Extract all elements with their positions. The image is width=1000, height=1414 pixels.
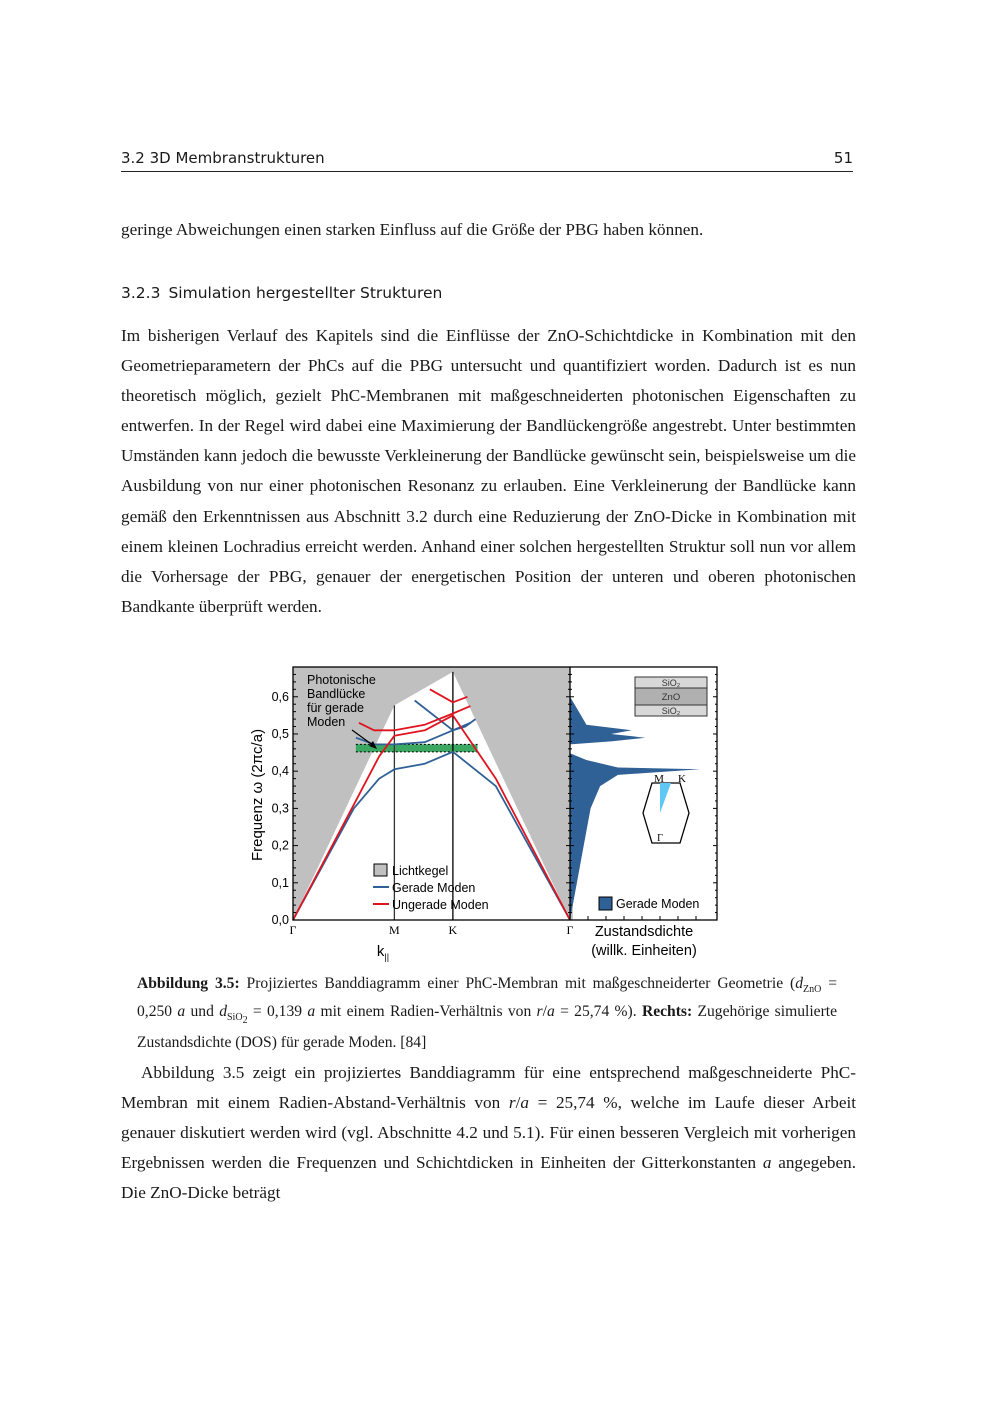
x-tick-label: Γ (289, 923, 297, 937)
y-tick-label: 0,2 (271, 838, 289, 853)
x-tick-label: K (448, 923, 458, 937)
section-title: Simulation hergestellter Strukturen (168, 284, 443, 302)
x-tick-label: M (389, 923, 400, 937)
paragraph-bottom-ratio: = 25,74 % (528, 1093, 618, 1113)
section-number: 3.2.3 (121, 284, 161, 302)
y-tick-label: 0,6 (271, 689, 289, 704)
caption-right-label: Rechts: (641, 1003, 693, 1021)
figure-band-diagram (240, 660, 740, 970)
paragraph-bottom-part1: Abbildung 3.5 zeigt ein projiziertes Banddiagramm für eine entsprechend maßgeschneiderte PhC-Membran mit einem Radien-Abstand-Verhältnis von (121, 1063, 856, 1113)
running-header (121, 147, 853, 172)
annotation-line-1: Photonische (307, 673, 376, 687)
caption-label: Abbildung 3.5: (137, 975, 240, 992)
caption-text-1: Projiziertes Banddiagramm einer PhC-Membran mit maßgeschneiderter Geometrie ( (239, 975, 796, 992)
legend-label-odd: Ungerade Moden (392, 898, 489, 912)
bz-label-m: M (654, 773, 664, 785)
x-axis-label: $k_{||}$ (376, 943, 390, 962)
irreducible-zone-wedge (660, 783, 671, 813)
layer-sio2-bottom-label: SiO₂ (661, 706, 681, 716)
annotation-line-2: Bandlücke (307, 687, 366, 701)
section-heading (121, 284, 442, 302)
y-tick-label: 0,0 (271, 913, 289, 927)
layer-sio2-top-label: SiO₂ (661, 678, 681, 688)
caption-text-2: mit einem Radien-Verhältnis von (315, 1003, 537, 1021)
figure-caption: Abbildung 3.5: Projiziertes Banddiagramm einer PhC-Membran mit maßgeschneiderter Geometrie ($d_{ZnO} = 0,250$ a und $d_{SiO_2} = 0,139$ a mit einem Radien-Verhältnis von r/a = 25,74 %). Rechts: Zugehörige simulierte Zustandsdichte (DOS) für gerade Moden. [84] (137, 975, 838, 1052)
caption-text-3: Zugehörige simulierte Zustandsdichte (DOS) für gerade Moden. [84] (137, 1003, 838, 1052)
paragraph-bottom: Abbildung 3.5 zeigt ein projiziertes Banddiagramm für eine entsprechend maßgeschneiderte PhC-Membran mit einem Radien-Abstand-Verhältnis von r/a = 25,74 %, welche im Laufe dieser Arbeit genauer diskutiert werden wird (vgl. Abschnitte 4.2 und 5.1). Für einen besseren Vergleich mit vorherigen Ergebnissen werden die Frequenzen und Schichtdicken in Einheiten der Gitterkonstanten a angegeben. Die ZnO-Dicke beträgt (121, 1063, 857, 1203)
legend-label-even: Gerade Moden (392, 881, 476, 895)
page-number: 51 (833, 149, 853, 167)
y-tick-label: 0,1 (271, 875, 289, 890)
y-tick-label: 0,3 (271, 801, 289, 816)
annotation-line-4: Moden (307, 715, 346, 729)
y-tick-label: 0,4 (271, 764, 289, 779)
y-tick-label: 0,5 (271, 726, 289, 741)
paragraph-top: geringe Abweichungen einen starken Einfluss auf die Größe der PBG haben können. (121, 220, 704, 239)
dos-xlabel-line1: Zustandsdichte (594, 924, 694, 940)
caption-ratio: = 25,74 %). (560, 1003, 637, 1021)
legend-swatch-light-cone (374, 864, 387, 876)
paragraph-bottom-part2: , welche im Laufe dieser Arbeit genauer diskutiert werden wird (vgl. Abschnitte 4.2 und 5.1). Für einen besseren Vergleich mit vorherigen Ergebnissen werden die Frequenzen und Schichtdicken in Einheiten der Gitterkonstanten (121, 1093, 857, 1173)
legend-swatch-dos (599, 897, 612, 910)
figure-svg (240, 660, 740, 970)
legend-label-light-cone: Lichtkegel (392, 864, 449, 878)
dos-xlabel-line2: (willk. Einheiten) (591, 943, 697, 959)
caption-dsio2-value: = 0,139 (252, 1003, 303, 1021)
paragraph-main: Im bisherigen Verlauf des Kapitels sind die Einflüsse der ZnO-Schichtdicke in Kombination mit den Geometrieparametern der PhCs auf die PBG untersucht und quantifiziert worden. Dadurch ist es nun theoretisch möglich, gezielt PhC-Membranen mit maßgeschneiderten photonischen Eigenschaften zu entwerfen. In der Regel wird dabei eine Maximierung der Bandlückengröße angestrebt. Unter bestimmten Umständen kann jedoch die bewusste Verkleinerung der Bandlücke gewünscht sein, beispielsweise um die Ausbildung von nur einer photonischen Resonanz zu erlauben. Eine Verkleinerung der Bandlücke kann gemäß den Erkenntnissen aus Abschnitt 3.2 durch eine Reduzierung der ZnO-Dicke in Kombination mit einem kleinen Lochradius erreicht werden. Anhand einer solchen hergestellten Struktur soll nun vor allem die Vorhersage der PBG, genauer der energetischen Position der unteren und oberen photonischen Bandkante überprüft werden. (121, 326, 856, 616)
bz-label-k: K (678, 773, 686, 785)
x-tick-label: Γ (566, 923, 574, 937)
y-axis-label: Frequenz ω (2πc/a) (249, 728, 266, 862)
layer-zno-label: ZnO (661, 692, 681, 703)
dos-plot (570, 697, 700, 920)
annotation-line-3: für gerade (307, 701, 364, 715)
legend-label-dos: Gerade Moden (616, 897, 700, 911)
paragraph-bottom-part3: angegeben. Die ZnO-Dicke beträgt (121, 1153, 856, 1203)
bz-label-gamma: Γ (657, 833, 663, 844)
caption-dzno-value: = 0,250 (137, 975, 838, 1021)
header-section-title: 3.2 3D Membranstrukturen (121, 149, 325, 167)
dos-area (570, 697, 700, 920)
